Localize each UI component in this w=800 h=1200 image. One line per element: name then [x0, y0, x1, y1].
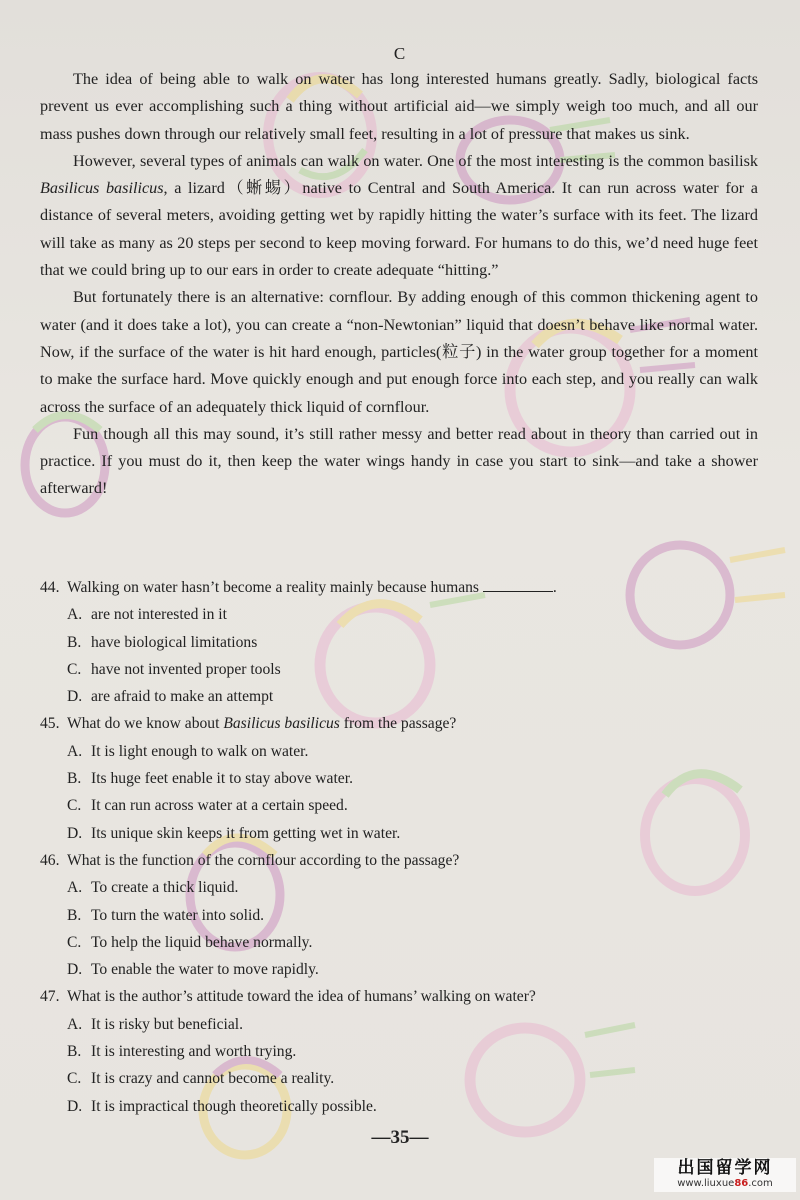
- answer-option[interactable]: D. are afraid to make an attempt: [67, 688, 274, 706]
- question-stem: 45. What do we know about Basilicus basilicus from the passage?: [40, 710, 758, 737]
- passage-paragraph: But fortunately there is an alternative: cornflour. By adding enough of this common thickening agent to water (and it does take a lot), you can create a “non-Newtonian” liquid that doesn’t behave like normal water. Now, if the surface of the water is hit hard enough, particles(粒子) in the water group together for a moment to make the surface hard. Move quickly enough and put enough force into each step, and you really can walk across the surface of an adequately thick liquid of cornflour.: [40, 288, 758, 416]
- question-number: 44.: [40, 579, 60, 596]
- answer-option[interactable]: B. have biological limitations: [67, 633, 258, 651]
- answer-option[interactable]: C. It can run across water at a certain speed.: [67, 797, 348, 815]
- section-heading: C: [393, 44, 407, 63]
- logo-name: 出国留学网: [677, 1158, 773, 1178]
- answer-option[interactable]: B. Its huge feet enable it to stay above water.: [67, 770, 353, 788]
- page-number: —35—: [371, 1127, 429, 1148]
- question-stem: 47. What is the author’s attitude toward the idea of humans’ walking on water?: [40, 983, 758, 1010]
- answer-option[interactable]: C. have not invented proper tools: [67, 660, 281, 678]
- answer-option[interactable]: D. To enable the water to move rapidly.: [67, 961, 319, 979]
- passage-paragraph: However, several types of animals can walk on water. One of the most interesting is the common basilisk Basilicus basilicus, a lizard（蜥蜴）native to Central and South America. It can run across water for a distance of several meters, avoiding getting wet by rapidly hitting the water’s surface with its feet. The lizard will take as many as 20 steps per second to keep moving forward. For humans to do this, we’d need huge feet that we could bring up to our ears in order to create adequate “hitting.”: [40, 151, 758, 280]
- passage-paragraph: Fun though all this may sound, it’s still rather messy and better read about in theory than carried out in practice. If you must do it, then keep the water wings handy in case you start to sink—and take a shower afterward!: [40, 424, 758, 498]
- answer-blank: [483, 577, 553, 592]
- answer-option[interactable]: B. It is interesting and worth trying.: [67, 1043, 297, 1061]
- question-number: 45.: [40, 715, 60, 733]
- passage-paragraph: The idea of being able to walk on water has long interested humans greatly. Sadly, biological facts prevent us ever accomplishing such a thing without artificial aid—we simply weigh too much, and all our mass pushes down through our relatively small feet, resulting in a lot of pressure that makes us sink.: [40, 70, 758, 143]
- site-logo[interactable]: [654, 1158, 796, 1192]
- reading-passage: [40, 66, 758, 503]
- question-stem: 44. Walking on water hasn’t become a reality mainly because humans .: [40, 574, 758, 601]
- question-stem: 46. What is the function of the cornflour according to the passage?: [40, 847, 758, 874]
- question-number: 46.: [40, 851, 60, 869]
- answer-option[interactable]: A. It is risky but beneficial.: [67, 1015, 244, 1033]
- answer-option[interactable]: A. are not interested in it: [67, 606, 227, 624]
- logo-url: www.liuxue86.com: [677, 1178, 773, 1189]
- answer-option[interactable]: A. It is light enough to walk on water.: [67, 742, 309, 760]
- answer-option[interactable]: A. To create a thick liquid.: [67, 879, 239, 897]
- answer-option[interactable]: D. Its unique skin keeps it from getting wet in water.: [67, 824, 401, 842]
- answer-option[interactable]: C. To help the liquid behave normally.: [67, 933, 313, 951]
- question-list: [40, 574, 758, 1120]
- answer-option[interactable]: C. It is crazy and cannot become a reality.: [67, 1070, 335, 1088]
- answer-option[interactable]: D. It is impractical though theoretically possible.: [67, 1097, 377, 1115]
- question-number: 47.: [40, 988, 60, 1006]
- species-name: Basilicus basilicus: [40, 179, 164, 198]
- answer-option[interactable]: B. To turn the water into solid.: [67, 906, 265, 924]
